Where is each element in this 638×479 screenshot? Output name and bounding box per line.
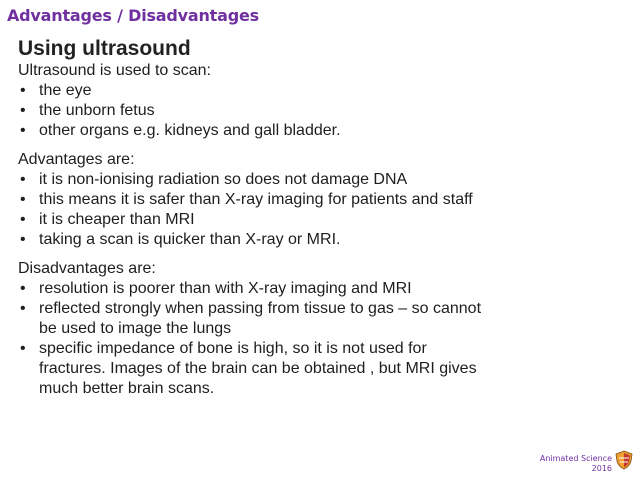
- list-item: • the eye: [18, 81, 488, 101]
- uses-section: [18, 61, 488, 141]
- list-item: • it is cheaper than MRI: [18, 210, 488, 230]
- uses-list: [18, 81, 488, 141]
- slide-title: Advantages / Disadvantages: [7, 6, 259, 25]
- advantages-list: [18, 170, 488, 250]
- list-item: • this means it is safer than X-ray imaging for patients and staff: [18, 190, 488, 210]
- list-item: • specific impedance of bone is high, so it is not used for fractures. Images of the brain can be obtained , but MRI gives much better brain scans.: [18, 339, 488, 399]
- footer-brand: Animated Science: [539, 454, 612, 463]
- footer-credit: [540, 454, 612, 474]
- disadvantages-list: [18, 279, 488, 399]
- document-body: [18, 38, 488, 399]
- shield-icon: [614, 450, 634, 470]
- list-item: • resolution is poorer than with X-ray imaging and MRI: [18, 279, 488, 299]
- advantages-section: [18, 150, 488, 250]
- list-item: • taking a scan is quicker than X-ray or MRI.: [18, 230, 488, 250]
- list-item: • the unborn fetus: [18, 101, 488, 121]
- list-item: • reflected strongly when passing from tissue to gas – so cannot be used to image the lungs: [18, 299, 488, 339]
- footer-year: 2016: [591, 464, 612, 473]
- advantages-intro: Advantages are:: [18, 151, 135, 168]
- uses-intro: Ultrasound is used to scan:: [18, 62, 211, 79]
- list-item: • it is non-ionising radiation so does not damage DNA: [18, 170, 488, 190]
- disadvantages-intro: Disadvantages are:: [18, 260, 156, 277]
- list-item: • other organs e.g. kidneys and gall bladder.: [18, 121, 488, 141]
- section-heading: Using ultrasound: [18, 37, 191, 60]
- disadvantages-section: [18, 259, 488, 399]
